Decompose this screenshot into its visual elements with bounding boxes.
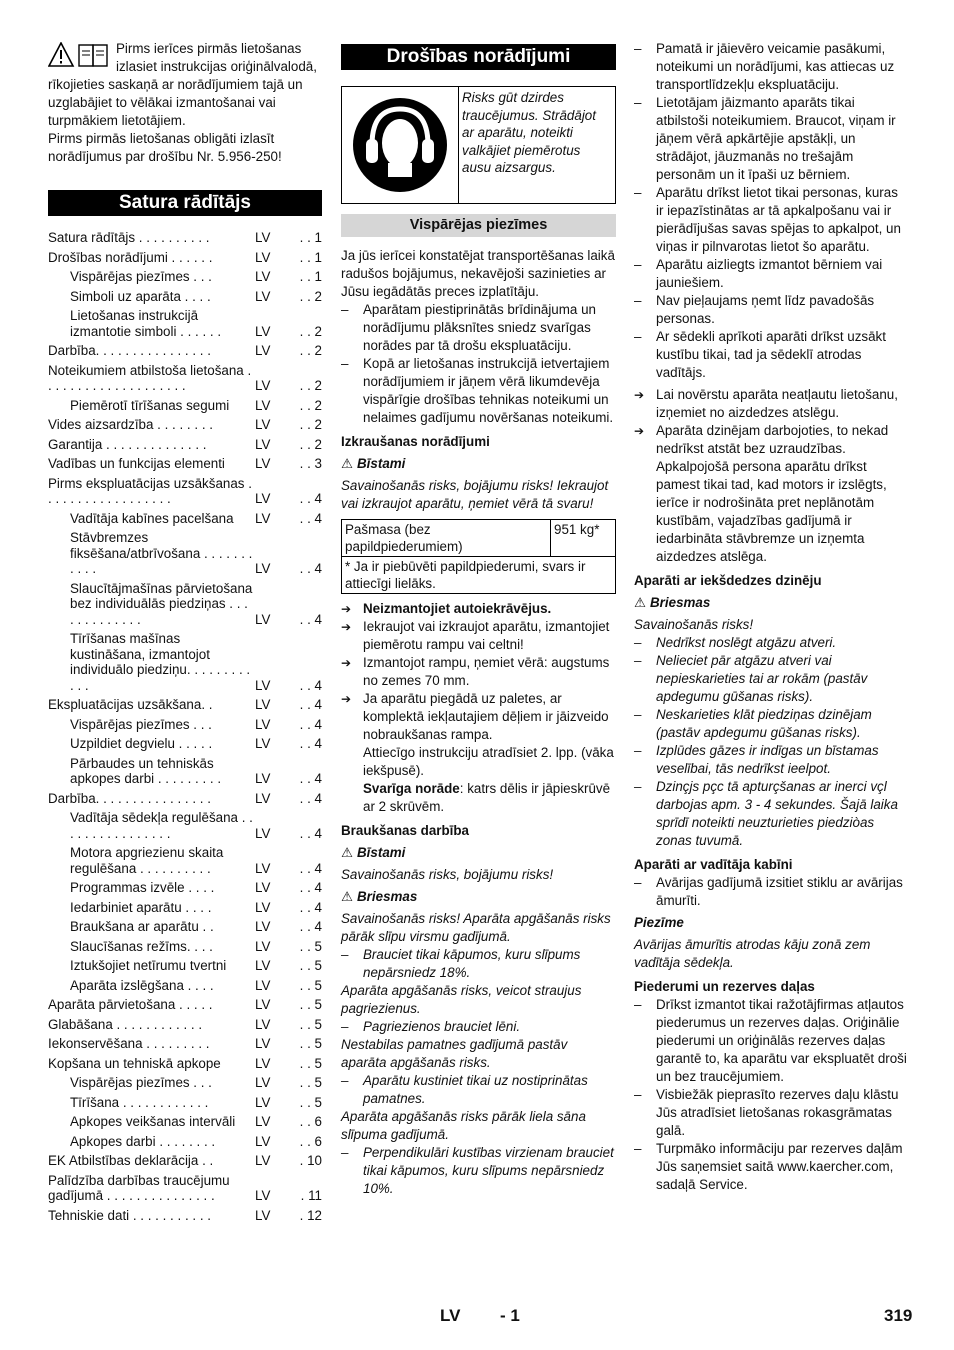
list-item: – Aparātam piestiprinātās brīdinājuma un norādījumu plāksnītes sniedz svarīgas norādes par tā drošu ekspluatāciju. <box>341 301 616 355</box>
unload-warning: Savainošanās risks, bojājumu risks! Iekraujot vai izkraujot aparātu, ņemiet vērā tā svaru! <box>341 478 609 511</box>
toc-page: . . 2 <box>299 288 322 304</box>
toc-title: Simboli uz aparāta . . . . <box>70 288 211 304</box>
toc-lang: LV <box>255 436 271 452</box>
toc-lang: LV <box>255 1114 271 1129</box>
toc-lang: LV <box>255 397 271 413</box>
toc-row[interactable] <box>48 308 322 339</box>
list-item: – Drīkst izmantot tikai ražotājfirmas atļautos piederumus un rezerves daļas. Oriģinālie piederumi un oriģinālās rezerves daļas garantē to, ka aparātu var ekspluatēt droši un bez traucējumiem. <box>634 996 908 1086</box>
table-of-contents <box>48 230 322 1223</box>
list-item: ➔ Neizmantojiet autoiekrāvējus. <box>341 600 616 618</box>
ice-list <box>634 634 908 850</box>
toc-title: Iekonservēšana . . . . . . . . . <box>48 1036 210 1051</box>
list-item: – Lietotājam jāizmanto aparāts tikai atbilstoši noteikumiem. Braucot, viņam ir jāņem vērā apkārtējie apstākļi, un strādājot, jāuzmanās no trešajām personām un it īpaši uz bērniem. <box>634 94 908 184</box>
toc-row[interactable] <box>48 756 322 787</box>
intro-text: Pirms ierīces pirmās lietošanas izlasiet instrukcijas oriģinālvalodā, rīkojieties saskaņā ar norādījumiem tajā un uzglabājiet to vēlākai izmantošanai vai turpmākiem lietotājiem. <box>48 41 317 128</box>
toc-title: Vispārējas piezīmes . . . <box>70 716 212 732</box>
toc-lang: LV <box>255 249 271 265</box>
toc-title: Pirms ekspluatācijas uzsākšanas . . . . . . . . . . . . . . . . . . <box>48 475 252 506</box>
toc-page: . . 4 <box>299 790 322 806</box>
toc-page: . . 6 <box>299 1114 322 1129</box>
accessories-heading: Piederumi un rezerves daļas <box>634 979 815 994</box>
hearing-warning-box <box>341 86 616 204</box>
warning-triangle-icon: ⚠ <box>634 595 647 610</box>
toc-row[interactable] <box>48 417 322 433</box>
toc-row[interactable] <box>48 1208 322 1224</box>
toc-lang: LV <box>255 880 271 895</box>
note-text: Avārijas āmurītis atrodas kāju zonā zem vadītāja sēdekļa. <box>634 937 871 970</box>
toc-lang: LV <box>255 938 271 954</box>
toc-title: Aparāta izslēgšana . . . . <box>70 977 214 993</box>
toc-lang: LV <box>255 771 271 786</box>
unload-heading: Izkraušanas norādījumi <box>341 434 490 449</box>
drive-list-2 <box>341 1018 616 1036</box>
toc-lang: LV <box>255 343 271 358</box>
toc-title: Tīrīšana . . . . . . . . . . . . <box>70 1094 209 1110</box>
toc-row[interactable] <box>48 880 322 896</box>
toc-row[interactable] <box>48 456 322 472</box>
toc-row[interactable] <box>48 939 322 955</box>
toc-page: . . 4 <box>299 880 322 895</box>
toc-page: . . 4 <box>299 697 322 712</box>
drive-text-2: Aparāta apgāšanās risks, veicot straujus pagriezienus. <box>341 983 582 1016</box>
important-note: Svarīga norāde: katrs dēlis ir jāpieskrūvē ar 2 skrūvēm. <box>363 781 611 814</box>
toc-lang: LV <box>255 1036 271 1051</box>
list-item: ➔ Aparāta dzinējam darbojoties, to nekad nedrīkst atstāt bez uzraudzības. Apkalpojošā persona aparātu drīkst pamest tikai tad, kad motors ir izslēgts, ierīce ir nodrošināta pret neplānotām kustībām, vajadzības gadījumā ir iedarbināta stāvbremze un izņemta aizdedzes atslēga. <box>634 422 908 566</box>
toc-title: Braukšana ar aparātu . . <box>70 919 214 934</box>
weight-value: 951 kg* <box>551 520 616 557</box>
toc-title: Lietošanas instrukcijā izmantotie simboli . . . . . . <box>70 308 222 339</box>
toc-row[interactable] <box>48 343 322 359</box>
toc-title: Ekspluatācijas uzsākšana. . <box>48 697 213 712</box>
toc-lang: LV <box>255 323 271 339</box>
toc-lang: LV <box>255 736 271 751</box>
toc-row[interactable] <box>48 1056 322 1072</box>
toc-row[interactable] <box>48 581 322 628</box>
toc-row[interactable] <box>48 530 322 577</box>
list-item: ➔ Ja aparātu piegādā uz paletes, ar komplektā iekļautajiem dēļiem ir jāizveido nobraukšanas rampa. <box>341 690 616 744</box>
toc-page: . . 5 <box>299 938 322 954</box>
ice-text: Savainošanās risks! <box>634 617 754 632</box>
toc-lang: LV <box>255 611 271 627</box>
toc-page: . . 1 <box>299 269 322 284</box>
toc-row[interactable] <box>48 845 322 876</box>
toc-lang: LV <box>255 561 271 576</box>
toc-row[interactable] <box>48 363 322 394</box>
toc-lang: LV <box>255 1055 271 1071</box>
danger-signal: ⚠ Bīstami <box>341 845 406 860</box>
toc-page: . . 4 <box>299 510 322 526</box>
toc-page: . . 6 <box>299 1133 322 1149</box>
toc-row[interactable] <box>48 978 322 994</box>
right-column <box>634 40 908 1194</box>
toc-row[interactable] <box>48 230 322 246</box>
toc-lang: LV <box>255 1188 271 1203</box>
toc-page: . . 1 <box>299 249 322 265</box>
toc-lang: LV <box>255 491 271 506</box>
toc-page: . . 5 <box>299 1094 322 1110</box>
toc-page: . 10 <box>299 1153 322 1168</box>
toc-title: Piemērotī tīrīšanas segumi <box>70 397 230 413</box>
toc-title: Glabāšana . . . . . . . . . . . . <box>48 1016 203 1032</box>
toc-lang: LV <box>255 269 271 284</box>
toc-lang: LV <box>255 958 271 973</box>
toc-lang: LV <box>255 1207 271 1223</box>
toc-lang: LV <box>255 899 271 915</box>
toc-title: Noteikumiem atbilstoša lietošana . . . . . . . . . . . . . . . . . . . . <box>48 362 252 393</box>
toc-page: . . 2 <box>299 436 322 452</box>
drive-list-3 <box>341 1072 616 1108</box>
toc-page: . . 5 <box>299 977 322 993</box>
footer-lang: LV <box>440 1306 461 1325</box>
toc-lang: LV <box>255 860 271 876</box>
toc-lang: LV <box>255 230 271 245</box>
toc-page: . . 4 <box>299 860 322 876</box>
toc-page: . . 5 <box>299 1036 322 1051</box>
toc-page: . . 2 <box>299 397 322 413</box>
caution-signal: ⚠ Briesmas <box>341 889 418 904</box>
toc-page: . . 4 <box>299 611 322 627</box>
toc-lang: LV <box>255 1016 271 1032</box>
toc-lang: LV <box>255 510 271 526</box>
toc-row[interactable] <box>48 511 322 527</box>
toc-page: . . 4 <box>299 491 322 506</box>
toc-page: . . 4 <box>299 919 322 934</box>
toc-title: Slaucītājmašīnas pārvietošana bez individuālās piedziņas . . . . . . . . . . . . . <box>70 580 253 627</box>
toc-lang: LV <box>255 697 271 712</box>
toc-page: . . 4 <box>299 825 322 841</box>
toc-row[interactable] <box>48 631 322 693</box>
toc-lang: LV <box>255 677 271 693</box>
general-list <box>341 301 616 427</box>
toc-row[interactable] <box>48 437 322 453</box>
toc-page: . . 4 <box>299 716 322 732</box>
toc-page: . . 2 <box>299 323 322 339</box>
list-item: – Aparātu kustiniet tikai uz nostiprinātas pamatnes. <box>341 1072 616 1108</box>
drive-list-4 <box>341 1144 616 1198</box>
toc-title: Pārbaudes un tehniskās apkopes darbi . . . . . . . . . <box>70 755 222 786</box>
warning-triangle-icon: ⚠ <box>341 456 354 471</box>
toc-row[interactable] <box>48 1036 322 1052</box>
warning-triangle-icon: ⚠ <box>341 845 354 860</box>
list-item: – Dzinçjs pçc tā apturçšanas ar inerci vçl darbojas apm. 3 - 4 sekundes. Šajā laika sprīdī noteikti neuzturieties piedziòas zonas tuvumā. <box>634 778 908 850</box>
toc-title: Uzpildiet degvielu . . . . . <box>70 736 213 751</box>
warning-and-manual-icon <box>48 42 110 68</box>
ear-protection-icon <box>342 87 459 203</box>
toc-title: Programmas izvēle . . . . <box>70 880 215 895</box>
middle-column <box>341 40 616 1198</box>
toc-page: . . 4 <box>299 561 322 576</box>
toc-title: Aparāta pārvietošana . . . . . <box>48 997 213 1012</box>
toc-row[interactable] <box>48 1075 322 1091</box>
toc-title: Satura rādītājs . . . . . . . . . . <box>48 230 210 245</box>
list-item: – Neskarieties klāt piedziņas dzinējam (pastāv apdegumu gūšanas risks). <box>634 706 908 742</box>
toc-row[interactable] <box>48 810 322 841</box>
toc-lang: LV <box>255 1094 271 1110</box>
toc-lang: LV <box>255 716 271 732</box>
toc-title: Vides aizsardzība . . . . . . . . <box>48 417 213 432</box>
toc-title: Darbība. . . . . . . . . . . . . . . . <box>48 343 211 358</box>
toc-title: Stāvbremzes fiksēšana/atbrīvošana . . . . . . . . . . . <box>70 530 253 576</box>
drive-caution-text: Savainošanās risks! Aparāta apgāšanās risks pārāk slīpu virsmu gadījumā. <box>341 911 611 944</box>
toc-page: . . 2 <box>299 343 322 358</box>
list-item: – Kopā ar lietošanas instrukcijā ietvertajiem norādījumiem ir jāņem vērā likumdevēja vispārīgie drošības tehnikas noteikumi un nelaimes gadījumu novēršanas noteikumi. <box>341 355 616 427</box>
toc-lang: LV <box>255 997 271 1012</box>
toc-title: Motora apgriezienu skaita regulēšana . . . . . . . . . . <box>70 845 224 876</box>
unload-arrow-list <box>341 600 616 744</box>
weight-label: Pašmasa (bez papildpiederumiem) <box>342 520 551 557</box>
toc-page: . . 5 <box>299 997 322 1012</box>
list-item: – Nelieciet pār atgāzu atveri vai nepieskarieties tai ar rokām (pastāv apdegumu gūšanas risks). <box>634 652 908 706</box>
toc-title: Tīrīšanas mašīnas kustināšana, izmantojot individuālo piedziņu. . . . . . . . . . . . <box>70 631 251 693</box>
toc-lang: LV <box>255 977 271 993</box>
safety-heading: Drošības norādījumi <box>341 44 616 70</box>
toc-title: Palīdzība darbības traucējumu gadījumā . . . . . . . . . . . . . . . <box>48 1172 230 1203</box>
toc-page: . . 2 <box>299 378 322 393</box>
drive-list-1 <box>341 946 616 982</box>
weight-note: * Ja ir piebūvēti papildpiederumi, svars ir attiecīgi lielāks. <box>342 557 616 594</box>
drive-text-4: Aparāta apgāšanās risks pārāk liela sāna slīpuma gadījumā. <box>341 1109 586 1142</box>
list-item: – Ar sēdekli aprīkoti aparāti drīkst uzsākt kustību tikai, tad ja sēdeklī atrodas vadītājs. <box>634 328 908 382</box>
toc-title: Apkopes veikšanas intervāli <box>70 1114 236 1129</box>
toc-page: . . 5 <box>299 1055 322 1071</box>
toc-row[interactable] <box>48 919 322 935</box>
danger-signal: ⚠ Bīstami <box>341 456 406 471</box>
toc-lang: LV <box>255 790 271 806</box>
toc-lang: LV <box>255 1133 271 1149</box>
toc-page: . . 4 <box>299 771 322 786</box>
list-item: – Nedrīkst noslēgt atgāzu atveri. <box>634 634 908 652</box>
list-item: – Turpmāko informāciju par rezerves daļām Jūs saņemsiet saitā www.kaercher.com, sadaļā Service. <box>634 1140 908 1194</box>
list-item: – Pamatā ir jāievēro veicamie pasākumi, noteikumi un norādījumi, kas attiecas uz transportlīdzekļu ekspluatāciju. <box>634 40 908 94</box>
hearing-warning-text: Risks gūt dzirdes traucējumus. Strādājot ar aparātu, noteikti valkājiet piemērotus ausu aizsargus. <box>462 90 596 175</box>
toc-row[interactable] <box>48 697 322 713</box>
toc-title: Iedarbiniet aparātu . . . . <box>70 899 212 915</box>
instruction-reference: Attiecīgo instrukciju atradīsiet 2. lpp. (vāka iekšpusē). <box>363 745 614 778</box>
toc-title: Garantija . . . . . . . . . . . . . . <box>48 436 207 452</box>
accessories-list <box>634 996 908 1194</box>
toc-row[interactable] <box>48 736 322 752</box>
intro-block <box>48 40 322 166</box>
toc-row[interactable] <box>48 900 322 916</box>
toc-lang: LV <box>255 1153 271 1168</box>
toc-row[interactable] <box>48 1153 322 1169</box>
toc-row[interactable] <box>48 958 322 974</box>
toc-row[interactable] <box>48 997 322 1013</box>
footer-page-local: - 1 <box>500 1306 520 1325</box>
toc-page: . . 3 <box>299 456 322 471</box>
toc-page: . . 4 <box>299 677 322 693</box>
toc-title: Vadītāja sēdekļa regulēšana . . . . . . . . . . . . . . . . <box>70 810 253 841</box>
toc-lang: LV <box>255 417 271 432</box>
toc-row[interactable] <box>48 1134 322 1150</box>
toc-row[interactable] <box>48 250 322 266</box>
warning-triangle-icon: ⚠ <box>341 889 354 904</box>
caution-signal: ⚠ Briesmas <box>634 595 711 610</box>
toc-page: . . 5 <box>299 1016 322 1032</box>
toc-page: . . 2 <box>299 417 322 432</box>
toc-title: Slaucīšanas režīms. . . . <box>70 938 213 954</box>
cab-heading: Aparāti ar vadītāja kabīni <box>634 857 793 872</box>
toc-page: . . 4 <box>299 899 322 915</box>
toc-title: Tehniskie dati . . . . . . . . . . . <box>48 1207 211 1223</box>
list-item: – Izplūdes gāzes ir indīgas un bīstamas veselībai, tās nedrīkst ieelpot. <box>634 742 908 778</box>
toc-lang: LV <box>255 919 271 934</box>
footer-page-number: 319 <box>884 1306 913 1325</box>
toc-page: . 12 <box>299 1207 322 1223</box>
key-arrow-list <box>634 386 908 566</box>
operation-rules-list <box>634 40 908 382</box>
list-item: – Aparātu aizliegts izmantot bērniem vai jauniešiem. <box>634 256 908 292</box>
toc-heading: Satura rādītājs <box>48 190 322 216</box>
toc-title: Vispārējas piezīmes . . . <box>70 1075 212 1090</box>
list-item: ➔ Iekraujot vai izkraujot aparātu, izmantojiet piemērotu rampu vai celtni! <box>341 618 616 654</box>
toc-page: . . 5 <box>299 958 322 973</box>
general-notes-heading: Vispārējas piezīmes <box>341 214 616 237</box>
toc-row[interactable] <box>48 717 322 733</box>
toc-title: Vadības un funkcijas elementi <box>48 456 225 471</box>
toc-page: . . 4 <box>299 736 322 751</box>
toc-row[interactable] <box>48 398 322 414</box>
toc-title: Apkopes darbi . . . . . . . . <box>70 1133 216 1149</box>
list-item: ➔ Izmantojot rampu, ņemiet vērā: augstums no zemes 70 mm. <box>341 654 616 690</box>
drive-text-3: Nestabilas pamatnes gadījumā pastāv aparāta apgāšanās risks. <box>341 1037 568 1070</box>
list-item: – Visbiežāk pieprasīto rezerves daļu klāstu Jūs atradīsiet lietošanas rokasgrāmatas galā. <box>634 1086 908 1140</box>
weight-table <box>341 519 616 594</box>
ice-heading: Aparāti ar iekšdedzes dzinēju <box>634 573 822 588</box>
toc-row[interactable] <box>48 1173 322 1204</box>
toc-page: . . 1 <box>299 230 322 245</box>
list-item: – Pagriezienos brauciet lēni. <box>341 1018 616 1036</box>
toc-title: Drošības norādījumi . . . . . . <box>48 249 213 265</box>
toc-title: EK Atbilstības deklarācija . . <box>48 1153 214 1168</box>
note-heading: Piezīme <box>634 915 684 930</box>
toc-title: Kopšana un tehniskā apkope <box>48 1055 221 1071</box>
toc-lang: LV <box>255 288 271 304</box>
intro-text-2: Pirms pirmās lietošanas obligāti izlasīt norādījumus par drošību Nr. 5.956-250! <box>48 131 282 164</box>
toc-title: Darbība. . . . . . . . . . . . . . . . <box>48 790 211 806</box>
drive-heading: Braukšanas darbība <box>341 823 470 838</box>
general-paragraph: Ja jūs ierīcei konstatējat transportēšanas laikā radušos bojājumus, nekavējoši sazinieties ar Jūsu iegādātās preces izplatītāju. <box>341 248 615 299</box>
toc-row[interactable] <box>48 476 322 507</box>
cab-list <box>634 874 908 910</box>
list-item: – Avārijas gadījumā izsitiet stiklu ar avārijas āmurīti. <box>634 874 908 910</box>
toc-row[interactable] <box>48 269 322 285</box>
toc-lang: LV <box>255 456 271 471</box>
toc-row[interactable] <box>48 289 322 305</box>
list-item: – Aparātu drīkst lietot tikai personas, kuras ir iepazīstinātas ar tā apkalpošanu vai ir pierādījušas savas spējas to apkalpot, un viņas ir pilnvarotas lietot šo aparātu. <box>634 184 908 256</box>
drive-danger-text: Savainošanās risks, bojājumu risks! <box>341 867 554 882</box>
toc-row[interactable] <box>48 1017 322 1033</box>
list-item: – Nav pieļaujams ņemt līdz pavadošās personas. <box>634 292 908 328</box>
toc-lang: LV <box>255 1075 271 1090</box>
toc-lang: LV <box>255 378 271 393</box>
toc-row[interactable] <box>48 1095 322 1111</box>
toc-title: Iztukšojiet netīrumu tvertni <box>70 958 227 973</box>
toc-title: Vadītāja kabīnes pacelšana <box>70 510 234 526</box>
list-item: – Brauciet tikai kāpumos, kuru slīpums nepārsniedz 18%. <box>341 946 616 982</box>
toc-row[interactable] <box>48 791 322 807</box>
toc-row[interactable] <box>48 1114 322 1130</box>
list-item: ➔ Lai novērstu aparāta neatļautu lietošanu, izņemiet no aizdedzes atslēgu. <box>634 386 908 422</box>
toc-page: . 11 <box>300 1188 322 1203</box>
list-item: – Perpendikulāri kustības virzienam brauciet tikai kāpumos, kuru slīpums nepārsniedz 10%. <box>341 1144 616 1198</box>
toc-page: . . 5 <box>299 1075 322 1090</box>
toc-title: Vispārējas piezīmes . . . <box>70 269 212 284</box>
left-column <box>48 40 322 1227</box>
toc-lang: LV <box>255 825 271 841</box>
